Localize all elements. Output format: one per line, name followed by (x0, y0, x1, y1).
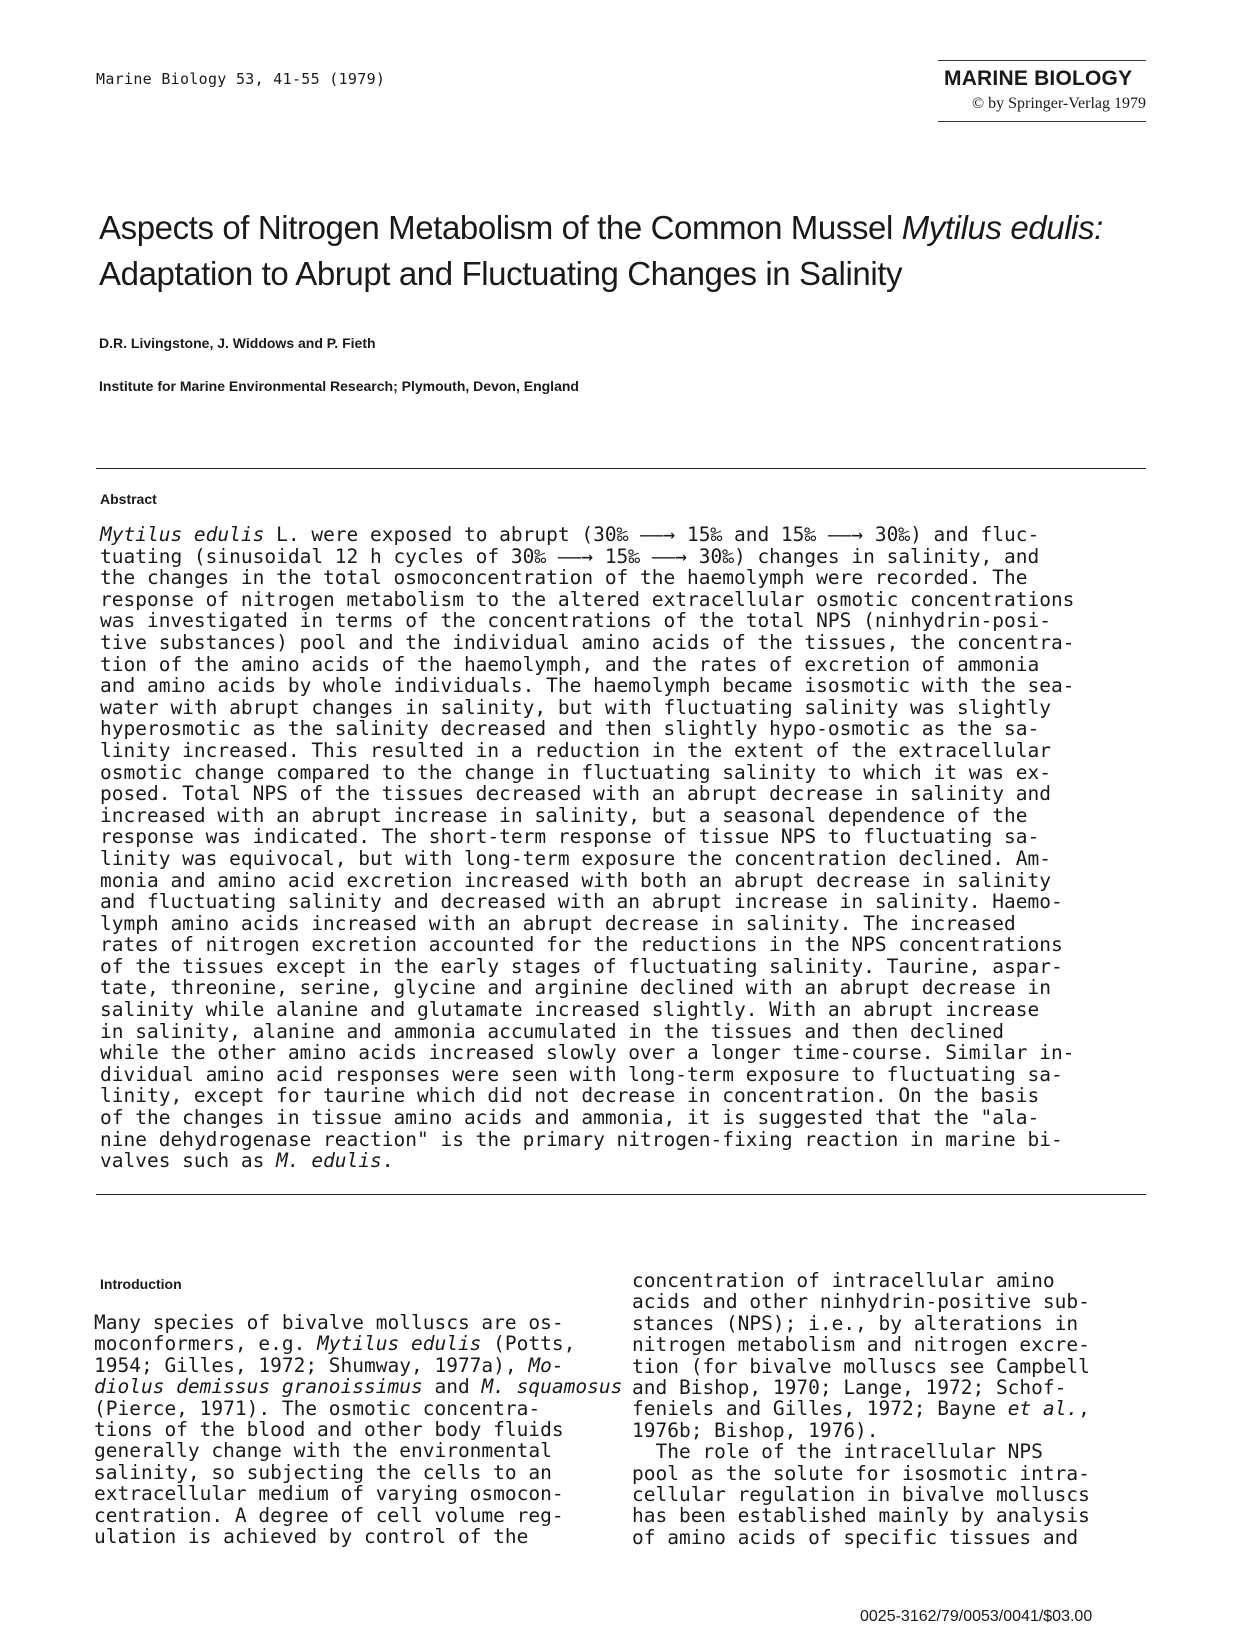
text-line (100, 999, 1150, 1021)
text-segment: centration. A degree of cell volume reg- (94, 1503, 564, 1527)
italic-term: et al. (1007, 1397, 1079, 1421)
italic-term: diolus demissus granoissimus (94, 1375, 423, 1399)
text-line (94, 1376, 622, 1397)
text-line (100, 1085, 1150, 1107)
italic-term: M. squamosus (481, 1375, 623, 1399)
text-segment: increased with an abrupt increase in salinity, but a seasonal dependence of the (100, 803, 1028, 827)
text-segment: Many species of bivalve molluscs are os- (94, 1311, 564, 1334)
text-segment: nitrogen metabolism and nitrogen excre- (632, 1333, 1090, 1357)
text-line (94, 1526, 622, 1547)
text-line (632, 1463, 1090, 1484)
text-segment: The role of the intracellular NPS (632, 1440, 1043, 1464)
text-segment: hyperosmotic as the salinity decreased and then slightly hypo-osmotic as the sa- (100, 717, 1040, 741)
text-segment: tion (for bivalve molluscs see Campbell (632, 1354, 1090, 1378)
text-line (100, 1064, 1150, 1086)
text-line (632, 1441, 1090, 1462)
text-segment: response was indicated. The short-term response of tissue NPS to fluctuating sa- (100, 825, 1040, 849)
text-line (100, 1042, 1150, 1064)
text-segment: cellular regulation in bivalve molluscs (632, 1483, 1090, 1507)
text-segment: of amino acids of specific tissues and (632, 1525, 1079, 1549)
text-line (100, 567, 1150, 589)
text-segment: linity was equivocal, but with long-term exposure the concentration declined. Am- (100, 846, 1051, 870)
text-line (100, 934, 1150, 956)
text-segment: has been established mainly by analysis (632, 1504, 1090, 1528)
text-line (100, 762, 1150, 784)
text-line (632, 1398, 1090, 1419)
text-line (100, 546, 1150, 568)
italic-term: Mytilus edulis (100, 523, 265, 546)
italic-term: M. edulis (276, 1149, 382, 1173)
text-segment: and (422, 1375, 482, 1399)
text-line (100, 870, 1150, 892)
text-line (100, 1021, 1150, 1043)
text-segment: linity increased. This resulted in a reduction in the extent of the extracellular (100, 738, 1051, 762)
text-line (100, 740, 1150, 762)
text-line (632, 1356, 1090, 1377)
introduction-left-column (94, 1312, 622, 1547)
text-segment: (Pierce, 1971). The osmotic concentra- (94, 1396, 541, 1420)
text-segment: salinity, so subjecting the cells to an (94, 1460, 552, 1484)
affiliation: Institute for Marine Environmental Research; Plymouth, Devon, England (99, 378, 579, 394)
text-segment: and amino acids by whole individuals. The haemolymph became isosmotic with the sea- (100, 674, 1075, 698)
text-line (94, 1312, 622, 1333)
text-segment: . (381, 1149, 394, 1173)
text-segment: and Bishop, 1970; Lange, 1972; Schof- (632, 1376, 1067, 1400)
issn-price-code: 0025-3162/79/0053/0041/$03.00 (860, 1608, 1093, 1625)
text-segment: (Potts, (481, 1332, 576, 1356)
text-line (100, 891, 1150, 913)
text-line (100, 848, 1150, 870)
abstract-top-rule (96, 468, 1146, 469)
title-species-name: Mytilus edulis: (901, 209, 1103, 246)
text-line (100, 697, 1150, 719)
text-line (632, 1334, 1090, 1355)
text-line (100, 718, 1150, 740)
text-segment: generally change with the environmental (94, 1439, 552, 1463)
text-line (100, 913, 1150, 935)
text-segment: tive substances) pool and the individual amino acids of the tissues, the concentra- (100, 630, 1075, 654)
text-line (632, 1270, 1090, 1291)
text-segment: response of nitrogen metabolism to the altered extracellular osmotic concentrations (100, 587, 1075, 611)
abstract-heading: Abstract (100, 491, 157, 507)
text-segment: concentration of intracellular amino (632, 1269, 1055, 1292)
text-line (94, 1355, 622, 1376)
text-segment: in salinity, alanine and ammonia accumulated in the tissues and then declined (100, 1019, 1004, 1043)
journal-name: MARINE BIOLOGY (944, 67, 1133, 90)
italic-term: Mo- (528, 1353, 564, 1377)
text-segment: of the tissues except in the early stages of fluctuating salinity. Taurine, aspar- (100, 954, 1063, 978)
text-segment: L. were exposed to abrupt (30‰ ——→ 15‰ and 15‰ ——→ 30‰) and fluc- (264, 523, 1040, 546)
text-segment: and fluctuating salinity and decreased with an abrupt increase in salinity. Haemo- (100, 890, 1063, 914)
text-segment: lymph amino acids increased with an abrupt decrease in salinity. The increased (100, 911, 1016, 935)
text-line (632, 1484, 1090, 1505)
text-line (100, 524, 1150, 546)
text-segment: linity, except for taurine which did not decrease in concentration. On the basis (100, 1084, 1040, 1108)
text-line (94, 1333, 622, 1354)
text-segment: , (1078, 1397, 1090, 1421)
text-segment: dividual amino acid responses were seen with long-term exposure to fluctuating sa- (100, 1062, 1063, 1086)
introduction-right-column (632, 1270, 1090, 1548)
text-segment: the changes in the total osmoconcentration of the haemolymph were recorded. The (100, 566, 1028, 590)
text-line (100, 805, 1150, 827)
text-segment: salinity while alanine and glutamate increased slightly. With an abrupt increase (100, 998, 1040, 1022)
text-line (100, 610, 1150, 632)
copyright-notice: © by Springer-Verlag 1979 (971, 95, 1146, 112)
text-line (100, 783, 1150, 805)
text-segment: stances (NPS); i.e., by alterations in (632, 1311, 1079, 1335)
text-segment: tuating (sinusoidal 12 h cycles of 30‰ ——→ 15‰ ——→ 30‰) changes in salinity, and (100, 544, 1040, 568)
text-segment: rates of nitrogen excretion accounted for the reductions in the NPS concentrations (100, 933, 1063, 957)
text-line (94, 1440, 622, 1461)
text-segment: acids and other ninhydrin-positive sub- (632, 1290, 1090, 1314)
text-segment: was investigated in terms of the concentrations of the total NPS (ninhydrin-posi- (100, 609, 1051, 633)
authors: D.R. Livingstone, J. Widdows and P. Fieth (99, 335, 376, 351)
text-line (100, 589, 1150, 611)
text-line (632, 1313, 1090, 1334)
text-line (632, 1377, 1090, 1398)
text-line (100, 1150, 1150, 1172)
text-segment: pool as the solute for isosmotic intra- (632, 1461, 1090, 1485)
text-segment: 1954; Gilles, 1972; Shumway, 1977a), (94, 1353, 529, 1377)
text-line (100, 956, 1150, 978)
text-line (632, 1291, 1090, 1312)
text-line (100, 977, 1150, 999)
title-line-1 (99, 205, 1179, 251)
text-segment: water with abrupt changes in salinity, but with fluctuating salinity was slightly (100, 695, 1051, 719)
text-segment: while the other amino acids increased slowly over a longer time-course. Similar in- (100, 1041, 1075, 1065)
text-segment: valves such as (100, 1149, 277, 1173)
title-line-1-plain: Aspects of Nitrogen Metabolism of the Common Mussel (99, 209, 902, 246)
text-line (100, 1107, 1150, 1129)
text-segment: posed. Total NPS of the tissues decreased with an abrupt decrease in salinity and (100, 782, 1051, 806)
text-line (94, 1483, 622, 1504)
text-line (94, 1462, 622, 1483)
abstract-bottom-rule (96, 1194, 1146, 1195)
italic-term: Mytilus edulis (317, 1332, 482, 1356)
text-segment: ulation is achieved by control of the (94, 1525, 529, 1549)
text-segment: monia and amino acid excretion increased with both an abrupt decrease in salinity (100, 868, 1051, 892)
text-segment: of the changes in tissue amino acids and ammonia, it is suggested that the "ala- (100, 1106, 1040, 1130)
journal-citation: Marine Biology 53, 41-55 (1979) (96, 70, 386, 88)
text-segment: nine dehydrogenase reaction" is the primary nitrogen-fixing reaction in marine bi- (100, 1127, 1063, 1151)
text-segment: tions of the blood and other body fluids (94, 1418, 564, 1442)
text-line (632, 1527, 1090, 1548)
text-line (94, 1398, 622, 1419)
text-segment: moconformers, e.g. (94, 1332, 318, 1356)
text-line (100, 675, 1150, 697)
text-line (94, 1505, 622, 1526)
text-line (94, 1419, 622, 1440)
text-line (100, 826, 1150, 848)
text-segment: extracellular medium of varying osmocon- (94, 1482, 564, 1506)
text-line (632, 1420, 1090, 1441)
text-segment: tion of the amino acids of the haemolymph, and the rates of excretion of ammonia (100, 652, 1040, 676)
text-segment: tate, threonine, serine, glycine and arginine declined with an abrupt decrease in (100, 976, 1051, 1000)
text-line (100, 632, 1150, 654)
text-segment: feniels and Gilles, 1972; Bayne (632, 1397, 1008, 1421)
journal-masthead (938, 60, 1146, 122)
text-segment: osmotic change compared to the change in fluctuating salinity to which it was ex- (100, 760, 1051, 784)
abstract-body (100, 524, 1150, 1172)
text-segment: 1976b; Bishop, 1976). (632, 1418, 879, 1442)
article-title (99, 205, 1179, 297)
text-line (100, 654, 1150, 676)
introduction-heading: Introduction (100, 1276, 182, 1292)
title-line-2: Adaptation to Abrupt and Fluctuating Changes in Salinity (99, 255, 903, 292)
text-line (632, 1505, 1090, 1526)
text-line (100, 1129, 1150, 1151)
